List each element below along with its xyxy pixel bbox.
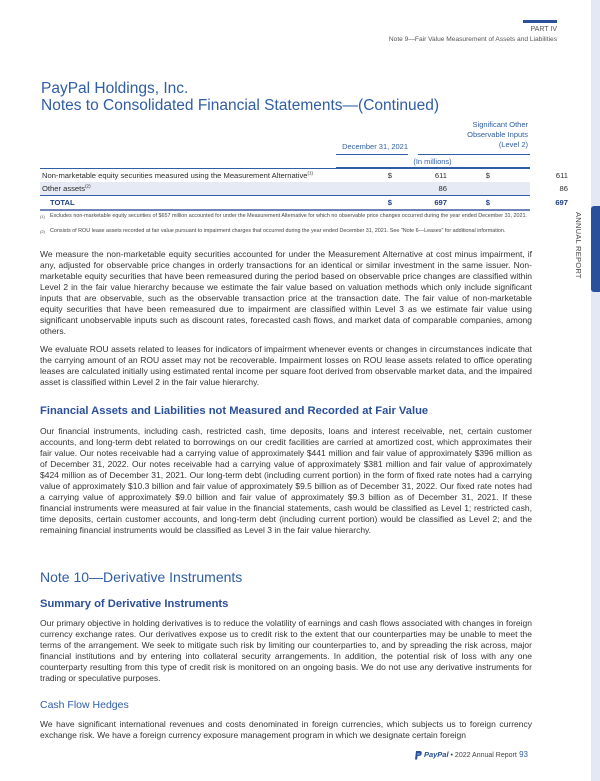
footer-separator: • [450,752,453,759]
header-accent-bar [523,20,557,23]
currency-sign: $ [485,171,490,180]
footnote-2 [40,228,532,235]
header-rule-1 [336,154,408,155]
heading-cash-flow-hedges: Cash Flow Hedges [40,699,129,711]
footnote-mark: (2) [40,229,45,234]
currency-sign: $ [387,198,392,207]
part-label: PART IV [530,26,557,33]
currency-sign: $ [387,171,392,180]
col-header-level2-line2: Observable Inputs [467,130,528,139]
table-bottom-rule [40,209,530,211]
heading-financial-assets: Financial Assets and Liabilities not Measured and Recorded at Fair Value [40,405,429,417]
value-2021: 697 [434,198,447,207]
paragraph-rou-assets: We evaluate ROU assets related to leases for indicators of impairment whenever events or changes in circumstances indicate that the carrying amount of an ROU asset may not be recoverable. Impairment losses on ROU lease assets related to office operating leases are calculated initially using estimated rental income per square foot derived from observable market data, and the impaired asset is classified within Level 2 in the fair value hierarchy. [40,344,532,387]
footnote-1 [40,213,532,220]
paypal-logo-icon [415,751,422,760]
table-row [40,182,568,195]
side-label [574,212,588,292]
col-header-date: December 31, 2021 [342,142,408,151]
brand-name: PayPal [423,750,449,759]
value-level2: 697 [555,198,568,207]
row-label [42,169,313,182]
footnote-text: Excludes non-marketable equity securities of $657 million accounted for under the Measurement Alternative for which no observable price changes occurred during the year ended December 31, 2021. [50,213,528,219]
footnote-ref: (1) [307,170,313,176]
report-name: 2022 Annual Report [454,752,517,759]
footnote-text: Consists of ROU lease assets recorded at fair value pursuant to impairment charges that occurred during the year ended December 31, 2021. See "Note 6—Leases" for additional information. [50,228,506,234]
currency-sign: $ [485,198,490,207]
table-row [40,169,568,182]
paragraph-financial-instruments: Our financial instruments, including cash, restricted cash, time deposits, loans and interest receivable, net, certain customer accounts, and long-term debt related to borrowings on our credit facilities are carried at amortized cost, which approximates their fair value. Our notes receivable had a carrying value of approximately $441 million and fair value of approximately $396 million as of December 31, 2022. Our notes receivable had a carrying value of approximately $381 million and fair value of approximately $424 million as of December 31, 2021. Our long-term debt (including current portion) in the form of fixed rate notes had a carrying value of approximately $10.3 billion and fair value of approximately $9.5 billion as of December 31, 2022. Our fixed rate notes had a carrying value of approximately $9.0 billion and fair value of approximately $9.3 billion as of December 31, 2021. If these financial instruments were measured at fair value in the financial statements, cash would be classified as Level 1; restricted cash, time deposits, certain customer accounts, and long-term debt (including current portion) would be classified as Level 2; and the remaining financial instruments would be classified as Level 3 in the fair value hierarchy. [40,426,532,535]
heading-summary-derivatives: Summary of Derivative Instruments [40,598,229,610]
value-2021: 86 [438,184,447,193]
heading-note-10: Note 10—Derivative Instruments [40,569,243,585]
section-tab[interactable] [591,206,600,292]
page-number: 93 [519,750,528,759]
header-rule-2 [418,154,530,155]
page-title [41,80,439,114]
units-label: (In millions) [413,157,452,166]
value-level2: 86 [559,184,568,193]
col-header-level2-line1: Significant Other [472,120,528,129]
row-label: TOTAL [50,198,75,207]
note-reference: Note 9—Fair Value Measurement of Assets and Liabilities [388,36,557,43]
row-label [42,182,91,195]
table-row-total [40,196,568,209]
col-header-level2 [430,120,528,150]
value-2021: 611 [434,171,447,180]
paragraph-measurement: We measure the non-marketable equity securities accounted for under the Measurement Alternative at cost minus impairment, if any, adjusted for observable price changes in orderly transactions for an identical or similar investment in the same issuer. Non-marketable equity securities that have been remeasured during the period based on observable price changes are classified within Level 2 in the fair value hierarchy because we estimate the fair value based on valuation methods which only include significant inputs that are observable, such as the observable transaction price at the transaction date. The fair value of non-marketable equity securities that have been remeasured due to impairment are classified within Level 3 as we estimate fair value using significant unobservable inputs such as discount rates, forecasted cash flows, and market data of comparable companies, among others. [40,249,532,336]
footnote-ref: (2) [85,183,91,189]
value-level2: 611 [555,171,568,180]
title-subtitle: Notes to Consolidated Financial Statements—(Continued) [41,97,440,114]
footnote-mark: (1) [40,214,45,219]
row-label-text: Other assets [42,184,86,193]
col-header-level2-line3: (Level 2) [498,140,528,149]
title-company: PayPal Holdings, Inc. [41,80,189,97]
row-label-text: Non-marketable equity securities measured using the Measurement Alternative [42,171,308,180]
paragraph-derivatives: Our primary objective in holding derivatives is to reduce the volatility of earnings and cash flows associated with changes in foreign currency exchange rates. Our derivatives expose us to credit risk to the extent that our counterparties may be unable to meet the terms of the arrangement. We seek to mitigate such risk by limiting our counterparties to, and by spreading the risk across, major financial institutions and by entering into collateral security arrangements. In addition, the potential risk of loss with any one counterparty resulting from this type of credit risk is monitored on an ongoing basis. We do not use any derivative instruments for trading or speculative purposes. [40,618,532,683]
side-strip [591,0,600,781]
paragraph-cash-flow-hedges: We have significant international revenues and costs denominated in foreign currencies, which subjects us to foreign currency exchange risk. We have a foreign currency exposure management program in which we designate certain foreign [40,719,532,740]
side-label-text: ANNUAL REPORT [574,212,583,279]
